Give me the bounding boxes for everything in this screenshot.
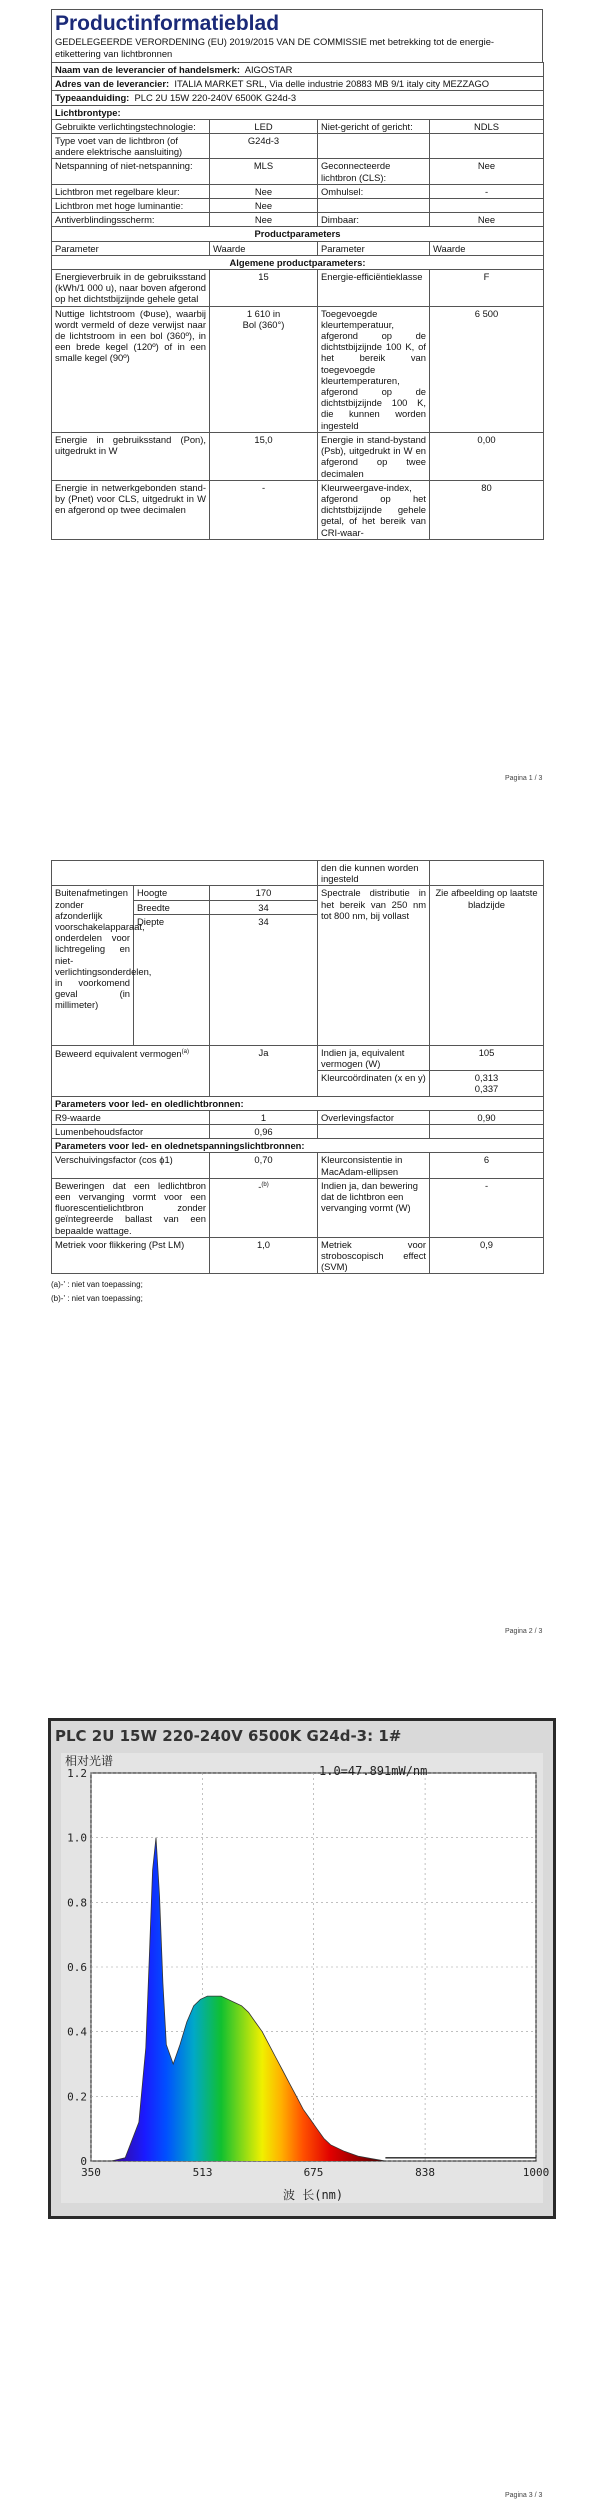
claimed-power-sup: (a) [181,1048,189,1055]
claimed-power: Ja [210,1045,318,1096]
cct: 6 500 [430,306,544,432]
r9: 1 [210,1110,318,1124]
survival-label: Overlevingsfactor [318,1110,430,1124]
non-directional: NDLS [430,119,544,133]
replacement-claim-label: Beweringen dat een ledlichtbron een vervanging vormt voor een fluorescentielichtbron zonder geïntegreerde ballast van een bepaalde wattage. [52,1178,210,1237]
dimmable: Nee [430,213,544,227]
chromaticity-cell [430,1071,544,1096]
networked-row [52,480,544,539]
mains-label: Netspanning of niet-netspanning: [52,159,210,184]
energy-use: 15 [210,270,318,307]
x-tick-label: 675 [303,2166,324,2179]
x-tick-label: 838 [415,2166,436,2179]
x-tick-label: 513 [192,2166,213,2179]
colour-tunable-label: Lichtbron met regelbare kleur: [52,184,210,198]
chromaticity-label: Kleurcoördinaten (x en y) [318,1071,430,1096]
displacement: 0,70 [210,1153,318,1178]
spectrum-chart-panel [61,1753,550,2203]
height-label: Hoogte [134,886,210,900]
supplier-name: AIGOSTAR [244,64,293,75]
col-value-2: Waarde [430,241,544,255]
colour-consistency-label: Kleurconsistentie in MacAdam-ellipsen [318,1153,430,1178]
standby: 0,00 [430,432,544,480]
replacement-watt-label: Indien ja, dan bewering dat de lichtbron een vervanging vormt (W) [318,1178,430,1237]
page-2 [0,860,591,1650]
energy-row [52,270,544,307]
y-tick-label: 1.2 [67,1767,87,1780]
depth: 34 [210,914,318,1045]
mains-row [52,159,544,184]
chart-annotation: 1.0=47.891mW/nm [319,1764,428,1778]
r9-label: R9-waarde [52,1110,210,1124]
footnote-b: (b)-' : niet van toepassing; [51,1294,143,1304]
column-header-row [52,241,544,255]
anti-glare: Nee [210,213,318,227]
led-params-heading: Parameters voor led- en oledlichtbronnen: [52,1096,544,1110]
colour-consistency: 6 [430,1153,544,1178]
cap-row [52,134,544,159]
stroboscopic: 0,9 [430,1237,544,1274]
mains: MLS [210,159,318,184]
tech-row [52,119,544,133]
equivalent-power-label: Indien ja, equivalent vermogen (W) [318,1045,430,1070]
dimmable-label: Dimbaar: [318,213,430,227]
stroboscopic-label: Metriek voor stroboscopisch effect (SVM) [318,1237,430,1274]
equivalent-power: 105 [430,1045,544,1070]
height-row [52,886,544,900]
replacement-claim-sup: (b) [261,1181,269,1188]
anti-glare-row [52,213,544,227]
cct-label: Toegevoegde kleurtemperatuur, afgerond op de dichtstbijzijnde 100 K, of het bereik van toegevoegde kleurtemperaturen, afgerond op de dichtstbijzijnde 100 K, die kunnen worden ingesteld [318,306,430,432]
high-luminance-label: Lichtbron met hoge luminantie: [52,199,210,213]
flux-row [52,306,544,432]
spectral: Zie afbeelding op laatste bladzijde [430,886,544,1045]
claimed-power-label: Beweerd equivalent vermogen [55,1047,182,1059]
page-number-2: Pagina 2 / 3 [505,1628,543,1635]
y-tick-label: 0 [80,2155,87,2168]
flux-cell [210,306,318,432]
product-table-1 [51,62,544,540]
model-label: Typeaanduiding: [55,92,130,104]
dimensions-label: Buitenafmetingen zonder afzonderlijk voorschakelapparaat, onderdelen voor lichtregeling en niet-verlichtingsonderdelen, in voorkomend geval (in millimeter) [52,886,134,1045]
claimed-power-label-cell [52,1045,210,1096]
networked-standby: - [210,480,318,539]
envelope-label: Omhulsel: [318,184,430,198]
x-axis-label: 波 长(nm) [283,2188,344,2202]
energy-use-label: Energieverbruik in de gebruiksstand (kWh/1 000 u), naar boven afgerond op het dichtstbijzijnde gehele getal [52,270,210,307]
x-tick-label: 350 [81,2166,101,2179]
flicker-row [52,1237,544,1274]
flicker-label: Metriek voor flikkering (Pst LM) [52,1237,210,1274]
energy-class: F [430,270,544,307]
light-source-type-row [52,105,544,119]
footnote-a: (a)-' : niet van toepassing; [51,1280,143,1290]
cri-label-part2: den die kunnen worden ingesteld [318,861,430,886]
supplier-row [52,63,544,77]
flux-label: Nuttige lichtstroom (Φuse), waarbij wordt vermeld of deze verwijst naar de lichtstroom in een bol (360º), in een brede kegel (120º) of in een smalle kegel (90º) [52,306,210,432]
spectrum-chart-frame [48,1718,556,2219]
led-params-row [52,1096,544,1110]
light-source-type-label: Lichtbrontype: [52,105,544,119]
supplier-address: ITALIA MARKET SRL, Via delle industrie 20883 MB 9/1 italy city MEZZAGO [174,78,490,90]
y-tick-label: 0.4 [67,2025,87,2039]
mains-led-params-row [52,1139,544,1153]
depth-label: Diepte [134,914,210,1045]
cap-type-label: Type voet van de lichtbron (of andere elektrische aansluiting) [52,134,210,159]
model-row [52,91,544,105]
power-on-label: Energie in gebruiksstand (Pon), uitgedrukt in W [52,432,210,480]
y-axis-label: 相对光谱 [65,1754,114,1768]
regulation-text: GEDELEGEERDE VERORDENING (EU) 2019/2015 VAN DE COMMISSIE met betrekking tot de energie-etikettering van lichtbronnen [55,36,495,59]
page-title: Productinformatieblad [55,12,280,35]
y-tick-label: 1.0 [67,1831,87,1845]
high-luminance: Nee [210,199,318,213]
high-luminance-row [52,199,544,213]
displacement-label: Verschuivingsfactor (cos ϕ1) [52,1153,210,1178]
width-label: Breedte [134,900,210,914]
cri: 80 [430,480,544,539]
cri-continued-row [52,861,544,886]
power-on: 15,0 [210,432,318,480]
y-tick-label: 0.8 [67,1896,87,1910]
product-params-row [52,227,544,241]
survival: 0,90 [430,1110,544,1124]
model: PLC 2U 15W 220-240V 6500K G24d-3 [134,92,297,104]
width: 34 [210,900,318,914]
chart-title: PLC 2U 15W 220-240V 6500K G24d-3: 1# [55,1727,402,1745]
supplier-name-label: Naam van de leverancier of handelsmerk: [55,64,240,75]
flux-value: 1 610 in [246,307,281,319]
col-value-1: Waarde [210,241,318,255]
page-1 [0,0,591,795]
info-sheet-page-1 [51,9,543,540]
col-parameter-2: Parameter [318,241,430,255]
replacement-claim-cell [210,1178,318,1237]
x-tick-label: 1000 [522,2166,550,2179]
col-parameter-1: Parameter [52,241,210,255]
product-params-heading: Productparameters [52,227,544,241]
power-row [52,432,544,480]
height: 170 [210,886,318,900]
page-number-1: Pagina 1 / 3 [505,775,543,782]
lighting-technology: LED [210,119,318,133]
y-tick-label: 0.6 [67,1961,87,1974]
colour-tunable-row [52,184,544,198]
mains-led-params-heading: Parameters voor led- en olednetspanningslichtbronnen: [52,1139,544,1153]
lumen-maint-row [52,1125,544,1139]
page-number-3: Pagina 3 / 3 [505,2492,543,2499]
y-tick-label: 0.2 [67,2090,87,2104]
header-box [51,9,543,62]
info-sheet-page-2 [51,860,543,1306]
general-params-heading: Algemene productparameters: [52,255,544,269]
networked-standby-label: Energie in netwerkgebonden stand-by (Pnet) voor CLS, uitgedrukt in W en afgerond op twee decimalen [52,480,210,539]
supplier-address-label: Adres van de leverancier: [55,78,170,90]
address-row [52,77,544,91]
r9-row [52,1110,544,1124]
replacement-row [52,1178,544,1237]
lumen-maint-label: Lumenbehoudsfactor [52,1125,210,1139]
anti-glare-label: Antiverblindingsscherm: [52,213,210,227]
claimed-power-row [52,1045,544,1070]
non-directional-label: Niet-gericht of gericht: [318,119,430,133]
standby-label: Energie in stand-bystand (Psb), uitgedrukt in W en afgerond op twee decimalen [318,432,430,480]
lighting-technology-label: Gebruikte verlichtingstechnologie: [52,119,210,133]
displacement-row [52,1153,544,1178]
flux-sphere: Bol (360°) [242,318,285,330]
lumen-maint: 0,96 [210,1125,318,1139]
colour-tunable: Nee [210,184,318,198]
product-table-2 [51,860,544,1274]
general-params-row [52,255,544,269]
footnotes [51,1278,543,1306]
connected-label: Geconnecteerde lichtbron (CLS): [318,159,430,184]
cap-type: G24d-3 [210,134,318,159]
spectral-label: Spectrale distributie in het bereik van 250 nm tot 800 nm, bij vollast [318,886,430,1045]
energy-class-label: Energie-efficiëntieklasse [318,270,430,307]
cri-label-part1: Kleurweergave-index, afgerond op het dichtstbijzijnde gehele getal, of het bereik van CRI-waar- [318,480,430,539]
spectrum-chart [61,1753,550,2203]
flicker: 1,0 [210,1237,318,1274]
replacement-watt: - [430,1178,544,1237]
connected: Nee [430,159,544,184]
chromaticity-x: 0,313 [474,1072,499,1084]
chromaticity-y: 0,337 [474,1083,499,1095]
envelope: - [430,184,544,198]
replacement-claim: - [258,1180,262,1192]
